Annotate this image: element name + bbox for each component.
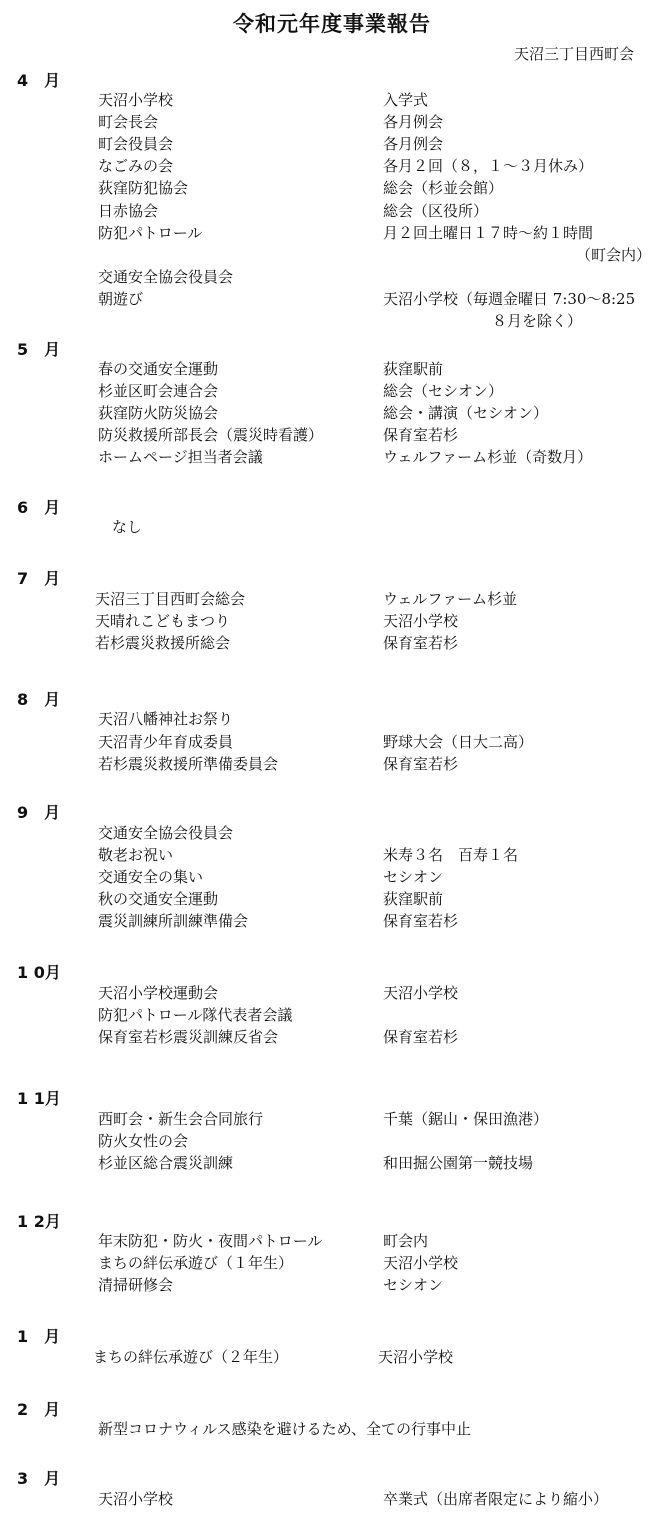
event-name: まちの絆伝承遊び（２年生） [93,1348,289,1366]
event-detail: 町会内 [383,1232,429,1250]
event-name: 朝遊び [98,290,144,308]
event-name: 天晴れこどもまつり [95,612,231,630]
event-name: なし [112,518,143,536]
event-name: 杉並区町会連合会 [98,382,219,400]
event-name: 天沼青少年育成委員 [98,733,234,751]
event-name: 秋の交通安全運動 [98,890,219,908]
organization-name: 天沼三丁目西町会 [513,45,634,63]
event-name: 防災救援所部長会（震災時看護） [98,426,324,444]
event-detail: 卒業式（出席者限定により縮小） [383,1490,609,1508]
event-detail: 野球大会（日大二高） [383,733,534,751]
event-detail: 各月例会 [383,135,444,153]
month-label: 1 1月 [17,1089,61,1108]
month-label: 6 月 [17,498,61,517]
event-detail: 総会・講演（セシオン） [383,404,549,422]
event-name: 天沼三丁目西町会総会 [95,590,246,608]
event-detail: 天沼小学校 [383,612,459,630]
event-name: 保育室若杉震災訓練反省会 [98,1028,279,1046]
month-label: 1 2月 [17,1212,61,1231]
event-name: 天沼小学校 [98,91,174,109]
event-name: 敬老お祝い [98,846,174,864]
event-detail-continued: ８月を除く） [492,312,583,330]
event-detail: 保育室若杉 [383,634,459,652]
event-detail: 総会（区役所） [383,202,489,220]
month-label: 4 月 [17,71,61,90]
event-detail-continued: （町会内） [576,246,652,264]
report-title: 令和元年度事業報告 [233,12,431,36]
event-name: 天沼小学校 [98,1490,174,1508]
month-label: 7 月 [17,569,61,588]
event-name: 若杉震災救援所準備委員会 [98,755,279,773]
event-detail: 入学式 [383,91,429,109]
event-detail: 総会（セシオン） [383,382,504,400]
event-detail: 保育室若杉 [383,755,459,773]
event-name: 清掃研修会 [98,1276,174,1294]
event-detail: セシオン [383,868,444,886]
event-detail: 各月２回（８，１～３月休み） [383,157,594,175]
event-name: 防犯パトロール隊代表者会議 [98,1006,293,1024]
event-detail: 保育室若杉 [383,912,459,930]
event-detail: 月２回土曜日１７時～約１時間 [383,224,594,242]
month-label: 1 0月 [17,963,61,982]
event-detail: 米寿３名 百寿１名 [383,846,519,864]
event-detail: 千葉（鋸山・保田漁港） [383,1110,549,1128]
event-name: 交通安全の集い [98,868,204,886]
event-detail: 天沼小学校 [378,1348,454,1366]
event-name: まちの絆伝承遊び（１年生） [98,1254,294,1272]
event-name: 日赤協会 [98,202,159,220]
event-name: 杉並区総合震災訓練 [98,1154,234,1172]
event-name: 天沼小学校運動会 [98,984,219,1002]
event-detail: セシオン [383,1276,444,1294]
event-name: 年末防犯・防火・夜間パトロール [98,1232,323,1250]
event-name: 震災訓練所訓練準備会 [98,912,249,930]
event-name: なごみの会 [98,157,174,175]
event-name: ホームページ担当者会議 [98,448,263,466]
event-name: 若杉震災救援所総会 [95,634,231,652]
event-detail: 荻窪駅前 [383,890,444,908]
event-detail: 天沼小学校 [383,984,459,1002]
event-name: 荻窪防犯協会 [98,179,189,197]
event-name: 新型コロナウィルス感染を避けるため、全ての行事中止 [98,1420,472,1438]
event-name: 荻窪防火防災協会 [98,404,219,422]
event-name: 交通安全協会役員会 [98,824,234,842]
event-detail: 保育室若杉 [383,1028,459,1046]
month-label: 1 月 [17,1327,61,1346]
event-name: 町会役員会 [98,135,174,153]
event-name: 防犯パトロール [98,224,203,242]
event-detail: ウェルファーム杉並 [383,590,518,608]
month-label: 8 月 [17,690,61,709]
event-detail: ウェルファーム杉並（奇数月） [383,448,593,466]
event-name: 春の交通安全運動 [98,360,219,378]
event-detail: 和田掘公園第一競技場 [383,1154,534,1172]
event-detail: 天沼小学校 [383,1254,459,1272]
event-detail: 荻窪駅前 [383,360,444,378]
event-name: 交通安全協会役員会 [98,268,234,286]
event-detail: 保育室若杉 [383,426,459,444]
event-detail: 天沼小学校（毎週金曜日 7:30～8:25 [383,290,636,308]
event-detail: 総会（杉並会館） [383,179,504,197]
month-label: 5 月 [17,340,61,359]
event-detail: 各月例会 [383,113,444,131]
month-label: 2 月 [17,1400,61,1419]
month-label: 3 月 [17,1469,61,1488]
month-label: 9 月 [17,803,61,822]
event-name: 防火女性の会 [98,1132,189,1150]
event-name: 西町会・新生会合同旅行 [98,1110,264,1128]
event-name: 天沼八幡神社お祭り [98,710,234,728]
event-name: 町会長会 [98,113,159,131]
